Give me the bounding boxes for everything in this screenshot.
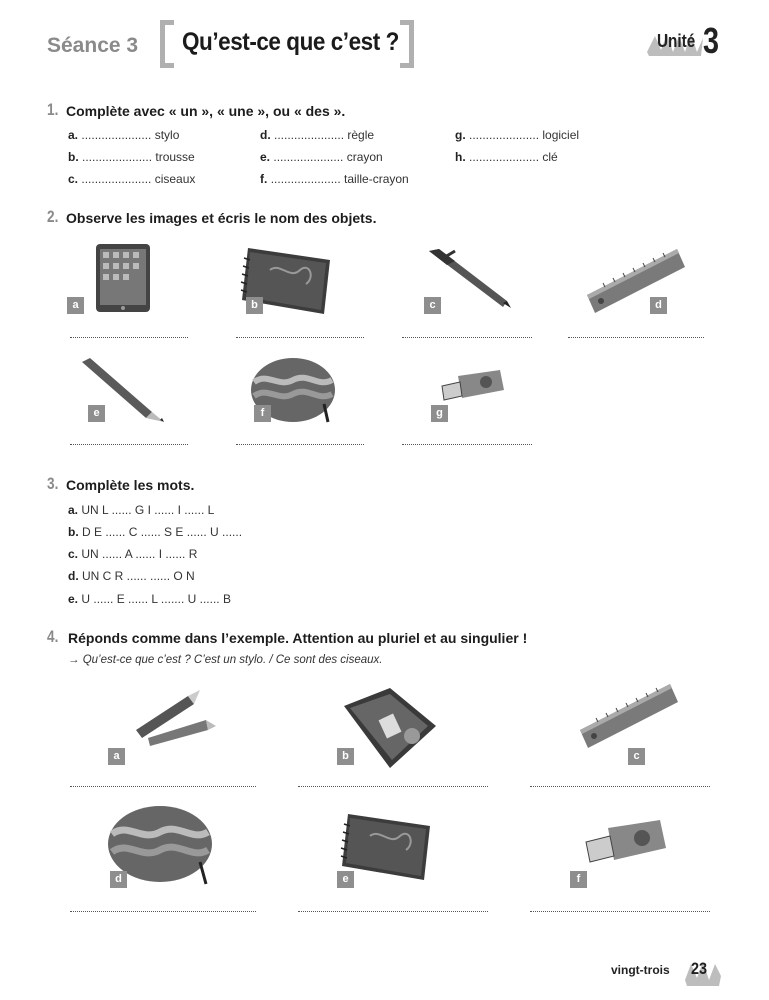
- unit-label: Unité: [657, 31, 696, 51]
- ex1-item-g: g. ..................... logiciel: [455, 128, 580, 142]
- ex3-number: 3.: [47, 474, 59, 493]
- ex1-number: 1.: [47, 100, 59, 119]
- title-bracket-left: [160, 20, 174, 68]
- usb-key-icon-2: [584, 818, 668, 868]
- ex1-title: Complète avec « un », « une », ou « des ».: [66, 103, 346, 119]
- ex1-item-c: c. ..................... ciseaux: [68, 172, 196, 186]
- ex1-item-b-input[interactable]: ..................... trousse: [82, 150, 195, 164]
- ex2-badge-f: f: [254, 405, 271, 422]
- tablet-icon: [95, 243, 151, 313]
- ex2-badge-c: c: [424, 297, 441, 314]
- ex4-badge-a: a: [108, 748, 125, 765]
- page-number-words: vingt-trois: [611, 963, 670, 977]
- ex4-answer-line-d[interactable]: [70, 911, 256, 912]
- notebook-icon-2: [340, 806, 438, 886]
- ex3-item-d[interactable]: d. UN C R ...... ...... O N: [68, 569, 195, 583]
- ex3-item-a[interactable]: a. UN L ...... G I ...... I ...... L: [68, 503, 215, 517]
- ex2-answer-line-d[interactable]: [568, 337, 704, 338]
- session-label: Séance 3: [47, 34, 139, 57]
- ex2-answer-line-f[interactable]: [236, 444, 364, 445]
- ex1-item-h: h. ..................... clé: [455, 150, 558, 164]
- ex4-badge-b: b: [337, 748, 354, 765]
- ex2-badge-d: d: [650, 297, 667, 314]
- ex2-number: 2.: [47, 207, 59, 226]
- ex2-badge-a: a: [67, 297, 84, 314]
- unit-number: 3: [703, 20, 720, 61]
- title-bracket-right: [400, 20, 414, 68]
- ex1-item-d: d. ..................... règle: [260, 128, 375, 142]
- ex2-badge-g: g: [431, 405, 448, 422]
- ex2-answer-line-c[interactable]: [402, 337, 532, 338]
- ex2-answer-line-b[interactable]: [236, 337, 364, 338]
- ex1-item-g-input[interactable]: ..................... logiciel: [469, 128, 580, 142]
- crayons-icon: [128, 686, 218, 748]
- ex4-answer-line-a[interactable]: [70, 786, 256, 787]
- ex1-item-e: e. ..................... crayon: [260, 150, 383, 164]
- ex3-item-c[interactable]: c. UN ...... A ...... I ...... R: [68, 547, 198, 561]
- ex1-item-b: b. ..................... trousse: [68, 150, 195, 164]
- ex4-answer-line-c[interactable]: [530, 786, 710, 787]
- software-box-icon: [340, 686, 440, 770]
- ex2-answer-line-g[interactable]: [402, 444, 532, 445]
- ex2-answer-line-a[interactable]: [70, 337, 188, 338]
- ex2-badge-e: e: [88, 405, 105, 422]
- ex3-item-b[interactable]: b. D E ...... C ...... S E ...... U ......: [68, 525, 243, 539]
- ex3-item-e[interactable]: e. U ...... E ...... L ....... U ...... B: [68, 592, 231, 606]
- ex4-number: 4.: [47, 627, 59, 646]
- ex1-item-a: a. ..................... stylo: [68, 128, 180, 142]
- ex2-title: Observe les images et écris le nom des objets.: [66, 210, 377, 226]
- ex1-item-a-input[interactable]: ..................... stylo: [81, 128, 180, 142]
- ex2-badge-b: b: [246, 297, 263, 314]
- ex4-badge-f: f: [570, 871, 587, 888]
- ex4-answer-line-f[interactable]: [530, 911, 710, 912]
- ex1-item-f: f. ..................... taille-crayon: [260, 172, 409, 186]
- ex1-item-c-input[interactable]: ..................... ciseaux: [81, 172, 196, 186]
- ex4-example: → Qu’est-ce que c’est ? C’est un stylo. / Ce sont des ciseaux.: [68, 654, 383, 666]
- ruler-icon: [585, 247, 687, 317]
- page-title: Qu’est-ce que c’est ?: [182, 28, 399, 56]
- ex4-badge-c: c: [628, 748, 645, 765]
- ex4-answer-line-e[interactable]: [298, 911, 488, 912]
- ex1-item-e-input[interactable]: ..................... crayon: [273, 150, 383, 164]
- ruler-icon-2: [578, 682, 680, 752]
- ex1-item-f-input[interactable]: ..................... taille-crayon: [270, 172, 409, 186]
- ex4-title: Réponds comme dans l’exemple. Attention au pluriel et au singulier !: [68, 630, 528, 646]
- ex2-answer-line-e[interactable]: [70, 444, 188, 445]
- page-number: 23: [691, 959, 708, 978]
- ex4-badge-d: d: [110, 871, 127, 888]
- ex4-badge-e: e: [337, 871, 354, 888]
- ex3-title: Complète les mots.: [66, 477, 195, 493]
- usb-key-icon: [440, 368, 506, 404]
- ex1-item-h-input[interactable]: ..................... clé: [469, 150, 558, 164]
- ex1-item-d-input[interactable]: ..................... règle: [274, 128, 375, 142]
- ex4-answer-line-b[interactable]: [298, 786, 488, 787]
